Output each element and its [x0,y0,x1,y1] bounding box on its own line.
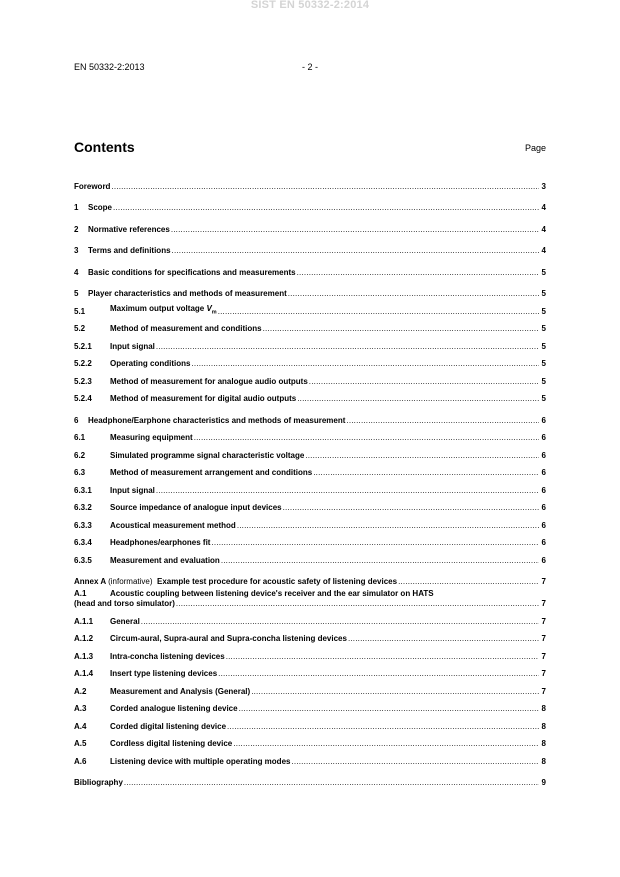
toc-entry-page: 4 [541,246,546,255]
toc-entry[interactable] [74,608,546,626]
annex-prefix: Annex A [74,577,109,586]
toc-entry-number: 5.1 [74,306,86,316]
toc-entry[interactable] [74,333,546,351]
toc-entry-label: Operating conditions [110,359,191,368]
toc-entry[interactable] [74,442,546,460]
toc-entry[interactable] [74,713,546,731]
toc-leader-dots [211,538,539,547]
toc-entry-line [74,589,546,599]
toc-leader-dots [171,225,539,234]
toc-entry-number: A.6 [74,756,87,766]
toc-entry-number: A.1.1 [74,616,94,626]
toc-entry-page: 4 [541,203,546,212]
toc-entry-number: 3 [74,246,79,255]
toc-entry-label: Foreword [74,181,111,191]
toc-entry-symbol-subscript: m [211,309,217,316]
toc-entry-symbol: $V_m$ [206,303,217,316]
toc-leader-dots [313,468,539,477]
toc-entry-number: A.1.3 [74,651,94,661]
toc-entry-number: 5.2.4 [74,394,92,403]
toc-entry-number: A.1 [74,589,87,598]
toc-entry[interactable] [74,386,546,404]
toc-entry-label: Input signal [110,485,155,495]
toc-entry-page: 8 [541,756,546,766]
toc-entry-number: A.4 [74,721,87,731]
toc-entry[interactable] [74,259,546,277]
toc-entry-page: 7 [541,651,546,661]
toc-leader-dots [283,503,539,512]
toc-leader-dots [226,652,539,661]
toc-entry[interactable] [74,495,546,513]
toc-leader-dots [398,577,539,586]
toc-entry-page: 8 [541,704,546,713]
toc-entry-page: 5 [541,289,546,298]
toc-entry-number: 5 [74,289,79,298]
toc-leader-dots [156,342,539,351]
toc-entry-label: Measurement and evaluation [110,555,220,565]
toc-entry-page: 5 [541,359,546,368]
toc-leader-dots [237,521,539,530]
toc-entry-label: Headphone/Earphone characteristics and methods of measurement [88,415,346,425]
toc-entry-number: A.1.4 [74,669,94,678]
toc-entry-number: 6.3 [74,468,86,477]
toc-leader-dots [218,307,539,316]
toc-entry[interactable] [74,748,546,766]
toc-entry-number: 5.2.3 [74,376,92,386]
toc-leader-dots [194,433,539,442]
toc-entry[interactable] [74,731,546,749]
toc-entry[interactable] [74,770,546,788]
toc-entry-number: 6.1 [74,433,86,442]
toc-entry-number: A.2 [74,686,87,696]
table-of-contents [74,173,546,787]
toc-entry[interactable] [74,477,546,495]
toc-entry-page: 6 [541,555,546,565]
toc-entry-number: 4 [74,267,79,277]
toc-entry-page: 5 [541,341,546,351]
toc-leader-dots [346,416,539,425]
toc-entry[interactable] [74,298,546,316]
toc-leader-dots [156,486,539,495]
toc-leader-dots [176,599,539,609]
toc-entry-label: General [110,616,140,626]
toc-entry-label: Method of measurement arrangement and conditions [110,468,313,477]
watermark: SIST EN 50332-2:2014 [250,0,370,11]
toc-leader-dots [221,556,539,565]
toc-entry-page: 7 [541,598,546,608]
toc-leader-dots [191,359,539,368]
toc-entry[interactable] [74,351,546,369]
toc-entry-page: 6 [541,503,546,512]
toc-entry[interactable] [74,425,546,443]
toc-entry-page: 7 [541,616,546,626]
toc-entry-label: Input signal [110,341,155,351]
toc-entry-page: 6 [541,433,546,442]
toc-entry-number: 6 [74,415,79,425]
toc-entry-number: 6.3.4 [74,538,92,547]
toc-entry-label: Scope [88,203,113,212]
toc-leader-dots [297,268,539,277]
toc-leader-dots [113,203,539,212]
toc-leader-dots [124,778,539,787]
toc-entry[interactable] [74,460,546,478]
toc-leader-dots [218,669,539,678]
toc-entry-page: 8 [541,739,546,748]
toc-entry-label: Normative references [88,224,170,234]
toc-entry-number: 6.3.3 [74,520,92,530]
toc-entry-label: Maximum output voltage $V_m$ [110,303,217,316]
toc-leader-dots [291,757,539,766]
toc-leader-dots [172,246,539,255]
toc-entry-page: 4 [541,224,546,234]
annex-title: Example test procedure for acoustic safety of listening devices [152,577,398,586]
toc-entry-label: Headphones/earphones fit [110,538,211,547]
toc-entry-number: 1 [74,203,79,212]
toc-entry-page: 5 [541,324,546,333]
toc-entry-label: Measuring equipment [110,433,193,442]
toc-entry-label [74,577,397,586]
toc-entry[interactable] [74,368,546,386]
page-column-label: Page [524,143,546,153]
toc-entry[interactable] [74,547,546,565]
toc-entry[interactable] [74,407,546,425]
toc-entry-number: 5.2.1 [74,341,92,351]
toc-entry-label: Method of measurement for digital audio outputs [110,394,297,403]
toc-entry-page: 5 [541,376,546,386]
toc-entry-page: 6 [541,415,546,425]
toc-entry-page: 7 [541,577,546,586]
toc-entry[interactable] [74,316,546,334]
toc-leader-dots [297,394,539,403]
toc-entry-label-continued: (head and torso simulator) [74,598,175,608]
toc-entry-page: 7 [541,669,546,678]
toc-entry[interactable] [74,512,546,530]
toc-entry-label: Method of measurement for analogue audio outputs [110,376,308,386]
toc-entry-number: 6.3.1 [74,485,92,495]
toc-entry-label: Terms and definitions [88,246,171,255]
toc-entry-number: 6.3.5 [74,555,92,565]
toc-leader-dots [233,739,539,748]
toc-entry-label: Source impedance of analogue input devices [110,503,282,512]
toc-entry-number: 5.2.2 [74,359,92,368]
toc-entry-label: Insert type listening devices [110,669,218,678]
toc-entry-page: 6 [541,538,546,547]
toc-entry-label: Cordless digital listening device [110,739,233,748]
toc-entry-number: A.3 [74,704,87,713]
document-id: EN 50332-2:2013 [74,62,145,72]
toc-leader-dots [348,634,539,643]
toc-entry-label: Acoustic coupling between listening device's receiver and the ear simulator on HATS [110,589,434,598]
toc-leader-dots [305,451,539,460]
annex-type: (informative) [108,577,153,586]
page-number: - 2 - [301,62,318,72]
toc-leader-dots [251,687,539,696]
toc-entry-page: 6 [541,520,546,530]
toc-entry-page: 6 [541,450,546,460]
toc-entry-label: Acoustical measurement method [110,520,236,530]
toc-entry-label: Player characteristics and methods of measurement [88,289,287,298]
toc-entry-page: 7 [541,634,546,643]
toc-leader-dots [141,617,539,626]
toc-leader-dots [227,722,539,731]
toc-entry[interactable] [74,661,546,679]
toc-entry-page: 5 [541,267,546,277]
toc-entry-label: Measurement and Analysis (General) [110,686,251,696]
toc-entry-page: 3 [541,181,546,191]
toc-entry-label: Listening device with multiple operating modes [110,756,291,766]
toc-entry[interactable] [74,643,546,661]
toc-entry-label: Circum-aural, Supra-aural and Supra-concha listening devices [110,634,347,643]
toc-entry-label: Basic conditions for specifications and measurements [88,267,296,277]
toc-entry-page: 6 [541,468,546,477]
toc-leader-dots [111,182,539,191]
toc-entry[interactable] [74,696,546,714]
toc-entry-label: Corded analogue listening device [110,704,238,713]
toc-entry-page: 6 [541,485,546,495]
toc-entry-number: 6.2 [74,450,86,460]
toc-entry-line [74,599,546,609]
toc-entry-label: Intra-concha listening devices [110,651,225,661]
toc-entry[interactable] [74,216,546,234]
toc-entry[interactable] [74,173,546,191]
toc-entry[interactable] [74,281,546,299]
toc-leader-dots [309,377,539,386]
toc-entry-page: 7 [541,686,546,696]
toc-entry-number: A.1.2 [74,634,94,643]
toc-entry[interactable] [74,626,546,644]
contents-title: Contents [74,139,135,155]
toc-entry-number: 5.2 [74,324,86,333]
toc-entry-label: Corded digital listening device [110,721,227,731]
toc-entry[interactable] [74,238,546,256]
toc-entry[interactable] [74,195,546,213]
toc-entry-page: 8 [541,721,546,731]
toc-entry-label: Method of measurement and conditions [110,324,262,333]
toc-entry-number: 6.3.2 [74,503,92,512]
toc-entry-page: 9 [541,778,546,787]
toc-leader-dots [263,324,539,333]
toc-entry-number: A.5 [74,739,87,748]
toc-entry-label: Simulated programme signal characteristic voltage [110,450,305,460]
toc-entry-number: 2 [74,224,79,234]
toc-entry-label: Bibliography [74,778,123,787]
toc-entry[interactable] [74,586,546,608]
toc-entry[interactable] [74,569,546,587]
toc-leader-dots [288,289,539,298]
toc-entry[interactable] [74,530,546,548]
toc-entry-page: 5 [541,394,546,403]
toc-entry[interactable] [74,678,546,696]
toc-entry-page: 5 [541,306,546,316]
toc-leader-dots [239,704,539,713]
